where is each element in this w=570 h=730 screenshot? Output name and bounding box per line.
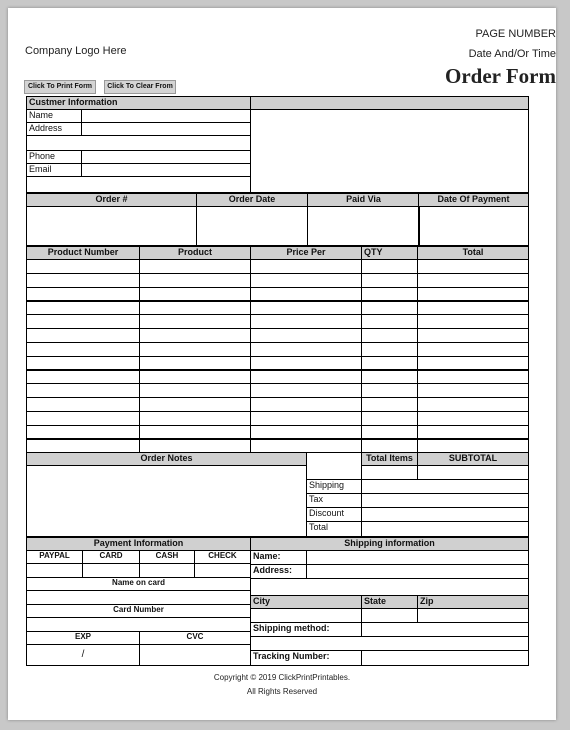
payment-info-heading: Payment Information: [26, 537, 251, 551]
payment-method-card: CARD: [82, 550, 140, 564]
exp-field[interactable]: /: [26, 644, 140, 666]
table-row-product-cell[interactable]: [139, 300, 251, 315]
order-date-field[interactable]: [196, 206, 308, 246]
table-row-price-per-cell[interactable]: [250, 411, 362, 426]
table-row-product-number-cell[interactable]: [26, 342, 140, 357]
ship-zip-label: Zip: [417, 595, 529, 609]
table-row-qty-cell[interactable]: [361, 397, 418, 412]
ship-name-label: Name:: [250, 550, 307, 565]
paid-via-heading: Paid Via: [307, 193, 420, 207]
totals-blank: [306, 452, 362, 480]
ship-city-field[interactable]: [250, 608, 362, 623]
table-row-price-per-cell[interactable]: [250, 342, 362, 357]
subtotal-field[interactable]: [417, 465, 529, 480]
table-row-product-cell[interactable]: [139, 411, 251, 426]
table-row-qty-cell[interactable]: [361, 342, 418, 357]
table-row-qty-cell[interactable]: [361, 411, 418, 426]
order-date-heading: Order Date: [196, 193, 308, 207]
table-row-qty-cell[interactable]: [361, 273, 418, 288]
order-notes-area[interactable]: [26, 465, 307, 537]
table-row-price-per-cell[interactable]: [250, 369, 362, 384]
table-row-product-number-cell[interactable]: [26, 397, 140, 412]
tax-label: Tax: [306, 493, 362, 508]
table-row-product-number-cell[interactable]: [26, 328, 140, 343]
customer-address-line2[interactable]: [26, 135, 251, 151]
qty-column-header: QTY: [361, 246, 418, 260]
check-checkbox[interactable]: [194, 563, 251, 578]
subtotal-heading: SUBTOTAL: [417, 452, 529, 466]
shipping-spacer-row: [250, 636, 529, 651]
ship-address-line2[interactable]: [250, 578, 529, 596]
table-row-qty-cell[interactable]: [361, 328, 418, 343]
price-per-column-header: Price Per: [250, 246, 362, 260]
clear-form-button[interactable]: Click To Clear From: [104, 80, 176, 94]
table-row-product-number-cell[interactable]: [26, 369, 140, 384]
rights-reserved: All Rights Reserved: [246, 687, 318, 696]
table-row-total-cell[interactable]: [417, 369, 529, 384]
shipping-method-label: Shipping method:: [250, 622, 362, 637]
product-column-header: Product: [139, 246, 251, 260]
paid-via-field[interactable]: [307, 206, 420, 246]
table-row-product-cell[interactable]: [139, 438, 251, 453]
table-row-product-number-cell[interactable]: [26, 438, 140, 453]
table-row-qty-cell[interactable]: [361, 383, 418, 398]
table-row-total-cell[interactable]: [417, 383, 529, 398]
payment-method-paypal: PAYPAL: [26, 550, 83, 564]
ship-name-field[interactable]: [306, 550, 529, 565]
table-row-qty-cell[interactable]: [361, 438, 418, 453]
card-checkbox[interactable]: [82, 563, 140, 578]
table-row-total-cell[interactable]: [417, 397, 529, 412]
discount-label: Discount: [306, 507, 362, 522]
card-number-label: Card Number: [26, 604, 251, 618]
table-row-total-cell[interactable]: [417, 328, 529, 343]
ship-state-label: State: [361, 595, 418, 609]
table-row-total-cell[interactable]: [417, 438, 529, 453]
payment-method-check: CHECK: [194, 550, 251, 564]
cvc-field[interactable]: [139, 644, 251, 666]
product-number-column-header: Product Number: [26, 246, 140, 260]
name-on-card-field[interactable]: [26, 590, 251, 605]
date-time: Date And/Or Time: [468, 48, 556, 60]
table-row-product-number-cell[interactable]: [26, 273, 140, 288]
table-row-total-cell[interactable]: [417, 273, 529, 288]
company-logo-placeholder: Company Logo Here: [25, 45, 127, 57]
customer-email-field[interactable]: [81, 163, 251, 177]
form-page: [8, 8, 556, 720]
customer-info-heading: Custmer Information: [26, 96, 251, 110]
order-notes-heading: Order Notes: [26, 452, 307, 466]
table-row-product-cell[interactable]: [139, 273, 251, 288]
table-row-product-number-cell[interactable]: [26, 300, 140, 315]
date-of-payment-field[interactable]: [418, 206, 529, 246]
date-of-payment-heading: Date Of Payment: [418, 193, 529, 207]
table-row-price-per-cell[interactable]: [250, 273, 362, 288]
table-row-price-per-cell[interactable]: [250, 328, 362, 343]
customer-extra-line[interactable]: [26, 176, 251, 193]
table-row-total-cell[interactable]: [417, 300, 529, 315]
table-row-total-cell[interactable]: [417, 411, 529, 426]
total-items-field[interactable]: [361, 465, 418, 480]
ship-city-label: City: [250, 595, 362, 609]
table-row-total-cell[interactable]: [417, 259, 529, 274]
table-row-price-per-cell[interactable]: [250, 397, 362, 412]
shipping-label: Shipping: [306, 479, 362, 494]
tracking-number-label: Tracking Number:: [250, 650, 362, 666]
table-row-price-per-cell[interactable]: [250, 383, 362, 398]
cash-checkbox[interactable]: [139, 563, 195, 578]
table-row-price-per-cell[interactable]: [250, 300, 362, 315]
table-row-product-cell[interactable]: [139, 259, 251, 274]
table-row-price-per-cell[interactable]: [250, 438, 362, 453]
customer-name-label: Name: [26, 109, 82, 123]
table-row-total-cell[interactable]: [417, 342, 529, 357]
ship-state-field[interactable]: [361, 608, 418, 623]
table-row-product-cell[interactable]: [139, 328, 251, 343]
table-row-product-number-cell[interactable]: [26, 411, 140, 426]
customer-notes-area[interactable]: [250, 109, 529, 193]
table-row-product-cell[interactable]: [139, 314, 251, 329]
tracking-number-field[interactable]: [361, 650, 529, 666]
table-row-product-number-cell[interactable]: [26, 259, 140, 274]
name-on-card-label: Name on card: [26, 577, 251, 591]
tax-field[interactable]: [361, 493, 529, 508]
order-number-heading: Order #: [26, 193, 197, 207]
ship-zip-field[interactable]: [417, 608, 529, 623]
customer-name-field[interactable]: [81, 109, 251, 123]
copyright: Copyright © 2019 ClickPrintPrintables.: [213, 673, 351, 682]
shipping-field[interactable]: [361, 479, 529, 494]
print-form-button[interactable]: Click To Print Form: [24, 80, 96, 94]
table-row-qty-cell[interactable]: [361, 259, 418, 274]
table-row-product-cell[interactable]: [139, 397, 251, 412]
customer-phone-field[interactable]: [81, 150, 251, 164]
table-row-product-cell[interactable]: [139, 383, 251, 398]
order-number-field[interactable]: [26, 206, 197, 246]
payment-method-cash: CASH: [139, 550, 195, 564]
total-field[interactable]: [361, 521, 529, 537]
customer-email-label: Email: [26, 163, 82, 177]
ship-address-field[interactable]: [306, 564, 529, 579]
exp-label: EXP: [26, 631, 140, 645]
table-row-product-number-cell[interactable]: [26, 314, 140, 329]
shipping-info-heading: Shipping information: [250, 537, 529, 551]
total-column-header: Total: [417, 246, 529, 260]
table-row-total-cell[interactable]: [417, 314, 529, 329]
card-number-field[interactable]: [26, 617, 251, 632]
table-row-product-cell[interactable]: [139, 342, 251, 357]
page-number: PAGE NUMBER: [475, 28, 556, 40]
table-row-product-number-cell[interactable]: [26, 383, 140, 398]
page-title: Order Form: [445, 64, 556, 88]
customer-address-label: Address: [26, 122, 82, 136]
cvc-label: CVC: [139, 631, 251, 645]
customer-phone-label: Phone: [26, 150, 82, 164]
table-row-price-per-cell[interactable]: [250, 259, 362, 274]
total-label: Total: [306, 521, 362, 537]
table-row-qty-cell[interactable]: [361, 369, 418, 384]
customer-info-heading-blank: [250, 96, 529, 110]
customer-address-field[interactable]: [81, 122, 251, 136]
table-row-product-cell[interactable]: [139, 369, 251, 384]
table-row-qty-cell[interactable]: [361, 300, 418, 315]
ship-address-label: Address:: [250, 564, 307, 579]
discount-field[interactable]: [361, 507, 529, 522]
paypal-checkbox[interactable]: [26, 563, 83, 578]
shipping-method-field[interactable]: [361, 622, 529, 637]
table-row-qty-cell[interactable]: [361, 314, 418, 329]
table-row-price-per-cell[interactable]: [250, 314, 362, 329]
total-items-heading: Total Items: [361, 452, 418, 466]
